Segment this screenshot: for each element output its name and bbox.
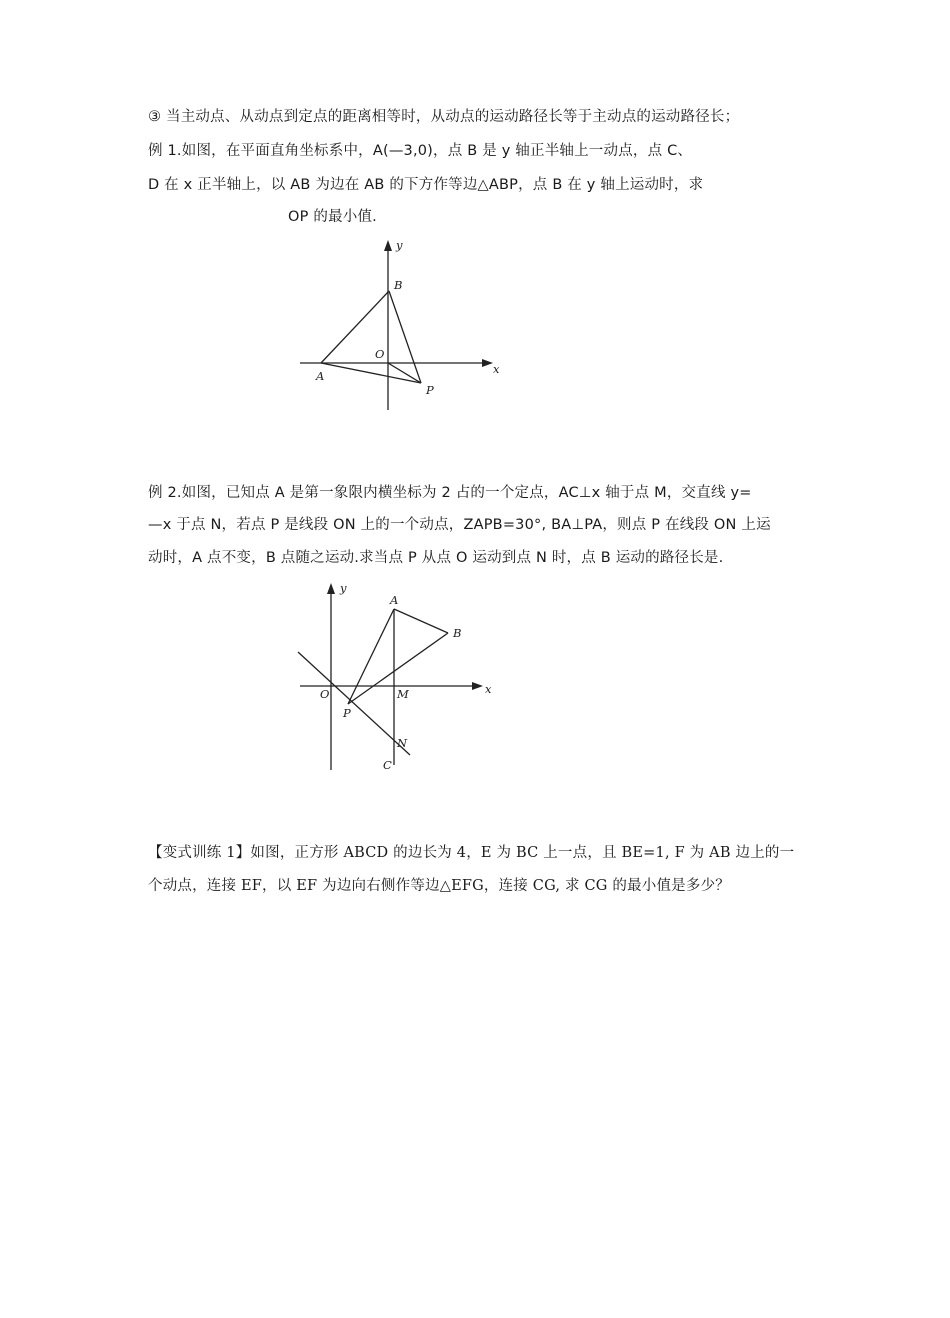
text-line: OP 的最小值. <box>288 209 377 225</box>
label-y: y <box>340 581 347 595</box>
text-line: D 在 x 正半轴上，以 AB 为边在 AB 的下方作等边△ABP，点 B 在 y 轴上运动时，求 <box>148 177 704 193</box>
line-y-neg-x <box>298 652 410 755</box>
text-line: —x 于点 N，若点 P 是线段 ON 上的一个动点，ZAPB=30°, BA⊥PA，则点 P 在线段 ON 上运 <box>148 517 771 533</box>
label-a: A <box>316 369 325 383</box>
figure-2 <box>290 575 505 775</box>
text-line: 例 2.如图，已知点 A 是第一象限内横坐标为 2 占的一个定点，AC⊥x 轴于点 M，交直线 y= <box>148 485 752 501</box>
x-axis-arrow <box>482 359 493 367</box>
figure-1 <box>290 232 510 417</box>
label-o: O <box>320 687 330 701</box>
label-a: A <box>390 593 399 607</box>
text-line: 例 1.如图，在平面直角坐标系中，A(—3,0)，点 B 是 y 轴正半轴上一动点，点 C、 <box>148 143 693 159</box>
label-o: O <box>375 347 385 361</box>
text-line: ③ 当主动点、从动点到定点的距离相等时，从动点的运动路径长等于主动点的运动路径长； <box>148 109 740 125</box>
label-m: M <box>397 687 409 701</box>
label-y: y <box>396 238 403 252</box>
label-p: P <box>426 383 434 397</box>
segment-bp <box>389 291 421 383</box>
label-x: x <box>493 362 500 376</box>
label-b: B <box>453 626 462 640</box>
label-p: P <box>343 706 351 720</box>
segment-ab <box>394 609 448 633</box>
segment-ap <box>348 609 394 704</box>
label-c: C <box>383 758 392 772</box>
y-axis-arrow <box>327 583 335 594</box>
label-x: x <box>485 682 492 696</box>
text-line: 个动点，连接 EF，以 EF 为边向右侧作等边△EFG，连接 CG, 求 CG 的最小值是多少？ <box>148 878 730 894</box>
segment-ap <box>321 363 421 383</box>
label-b: B <box>394 278 403 292</box>
label-n: N <box>397 736 408 750</box>
text-line: 动时，A 点不变，B 点随之运动.求当点 P 从点 O 运动到点 N 时，点 B 运动的路径长是. <box>148 550 724 566</box>
x-axis-arrow <box>472 682 483 690</box>
y-axis-arrow <box>384 240 392 251</box>
text-line: 【变式训练 1】如图，正方形 ABCD 的边长为 4，E 为 BC 上一点，且 BE=1, F 为 AB 边上的一 <box>148 845 795 861</box>
